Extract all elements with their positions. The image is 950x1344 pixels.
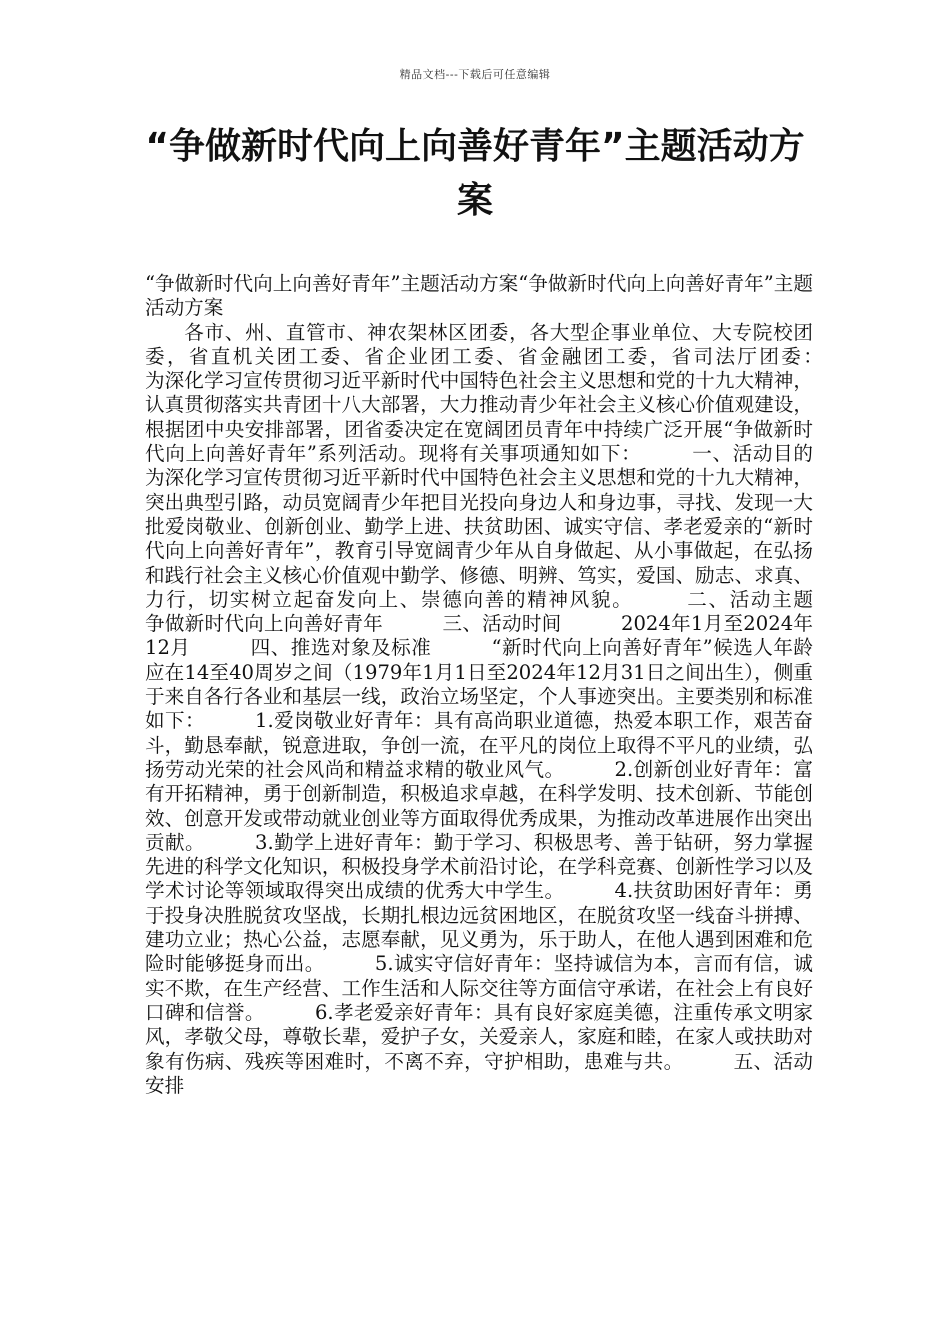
body-paragraph-intro: “争做新时代向上向善好青年”主题活动方案“争做新时代向上向善好青年”主题活动方案 — [145, 272, 813, 320]
document-body — [145, 272, 872, 1098]
page-header-note: 精品文档---下载后可任意编辑 — [399, 68, 551, 81]
document-title: “争做新时代向上向善好青年”主题活动方案 — [145, 126, 805, 221]
body-paragraph-main: 各市、州、直管市、神农架林区团委，各大型企事业单位、大专院校团委，省直机关团工委、省企业团工委、省金融团工委，省司法厅团委： 为深化学习宣传贯彻习近平新时代中国特色社会主义思想和党的十九大精神，认真贯彻落实共青团十八大部署，大力推动青少年社会主义核心价值观建设，根据团中央安排部署，团省委决定在宽阔团员青年中持续广泛开展“争做新时代向上向善好青年”系列活动。现将有关事项通知如下： 一、活动目的 为深化学习宣传贯彻习近平新时代中国特色社会主义思想和党的十九大精神，突出典型引路，动员宽阔青少年把目光投向身边人和身边事，寻找、发现一大批爱岗敬业、创新创业、勤学上进、扶贫助困、诚实守信、孝老爱亲的“新时代向上向善好青年”，教育引导宽阔青少年从自身做起、从小事做起，在弘扬和践行社会主义核心价值观中勤学、修德、明辨、笃实，爱国、励志、求真、力行，切实树立起奋发向上、崇德向善的精神风貌。 二、活动主题 争做新时代向上向善好青年 三、活动时间 2024年1月至2024年12月 四、推选对象及标准 “新时代向上向善好青年”候选人年龄应在14至40周岁之间（1979年1月1日至2024年12月31日之间出生），侧重于来自各行各业和基层一线，政治立场坚定，个人事迹突出。主要类别和标准如下： 1.爱岗敬业好青年：具有高尚职业道德，热爱本职工作，艰苦奋斗，勤恳奉献，锐意进取，争创一流，在平凡的岗位上取得不平凡的业绩，弘扬劳动光荣的社会风尚和精益求精的敬业风气。 2.创新创业好青年：富有开拓精神，勇于创新制造，积极追求卓越，在科学发明、技术创新、节能创效、创意开发或带动就业创业等方面取得优秀成果，为推动改革进展作出突出贡献。 3.勤学上进好青年：勤于学习、积极思考、善于钻研，努力掌握先进的科学文化知识，积极投身学术前沿讨论，在学科竞赛、创新性学习以及学术讨论等领域取得突出成绩的优秀大中学生。 4.扶贫助困好青年：勇于投身决胜脱贫攻坚战，长期扎根边远贫困地区，在脱贫攻坚一线奋斗拼搏、建功立业；热心公益，志愿奉献，见义勇为，乐于助人，在他人遇到困难和危险时能够挺身而出。 5.诚实守信好青年：坚持诚信为本，言而有信，诚实不欺，在生产经营、工作生活和人际交往等方面信守承诺，在社会上有良好口碑和信誉。 6.孝老爱亲好青年：具有良好家庭美德，注重传承文明家风，孝敬父母，尊敬长辈，爱护子女，关爱亲人，家庭和睦，在家人或扶助对象有伤病、残疾等困难时，不离不弃，守护相助，患难与共。 五、活动安排 — [145, 320, 872, 1097]
